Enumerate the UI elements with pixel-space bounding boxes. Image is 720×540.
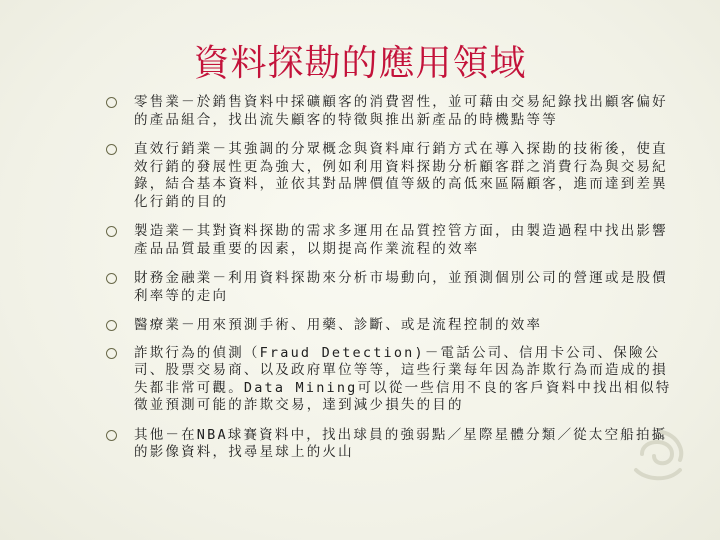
list-item xyxy=(100,427,680,462)
bullet-icon xyxy=(106,348,117,359)
list-item-text: 其他－在NBA球賽資料中，找出球員的強弱點／星際星體分類／從太空船拍攝的影像資料，找尋星球上的火山 xyxy=(134,426,668,460)
list-item xyxy=(100,270,680,305)
list-item-text: 財務金融業－利用資料探勘來分析市場動向，並預測個別公司的營運或是股價利率等的走向 xyxy=(134,270,668,304)
list-item xyxy=(100,141,680,211)
list-item xyxy=(100,317,680,335)
list-item xyxy=(100,345,680,415)
list-item xyxy=(100,223,680,258)
bullet-icon xyxy=(106,320,117,331)
bullet-icon xyxy=(106,144,117,155)
slide-title: 資料探勘的應用領域 xyxy=(193,43,527,84)
bullet-icon xyxy=(106,226,117,237)
bullet-icon xyxy=(106,273,117,284)
decorative-swirl-icon xyxy=(622,424,692,494)
bullet-list xyxy=(100,94,680,474)
bullet-icon xyxy=(106,97,117,108)
list-item xyxy=(100,94,680,129)
list-item-text: 詐欺行為的偵測（Fraud Detection)－電話公司、信用卡公司、保險公司、股票交易商、以及政府單位等等，這些行業每年因為詐欺行為而造成的損失都非常可觀。Data Mining可以從一些信用不良的客戶資料中找出相似特徵並預測可能的詐欺交易，達到減少損失的目的 xyxy=(134,344,672,413)
list-item-text: 製造業－其對資料探勘的需求多運用在品質控管方面，由製造過程中找出影響產品品質最重要的因素，以期提高作業流程的效率 xyxy=(134,223,668,257)
list-item-text: 零售業－於銷售資料中採礦顧客的消費習性，並可藉由交易紀錄找出顧客偏好的產品組合，找出流失顧客的特徵與推出新產品的時機點等等 xyxy=(134,94,668,128)
bullet-icon xyxy=(106,430,117,441)
list-item-text: 直效行銷業－其強調的分眾概念與資料庫行銷方式在導入探勘的技術後，使直效行銷的發展性更為強大，例如利用資料探勘分析顧客群之消費行為與交易紀錄，結合基本資料，並依其對品牌價值等級的高低來區隔顧客，進而達到差異化行銷的目的 xyxy=(134,141,668,210)
list-item-text: 醫療業－用來預測手術、用藥、診斷、或是流程控制的效率 xyxy=(134,317,543,333)
